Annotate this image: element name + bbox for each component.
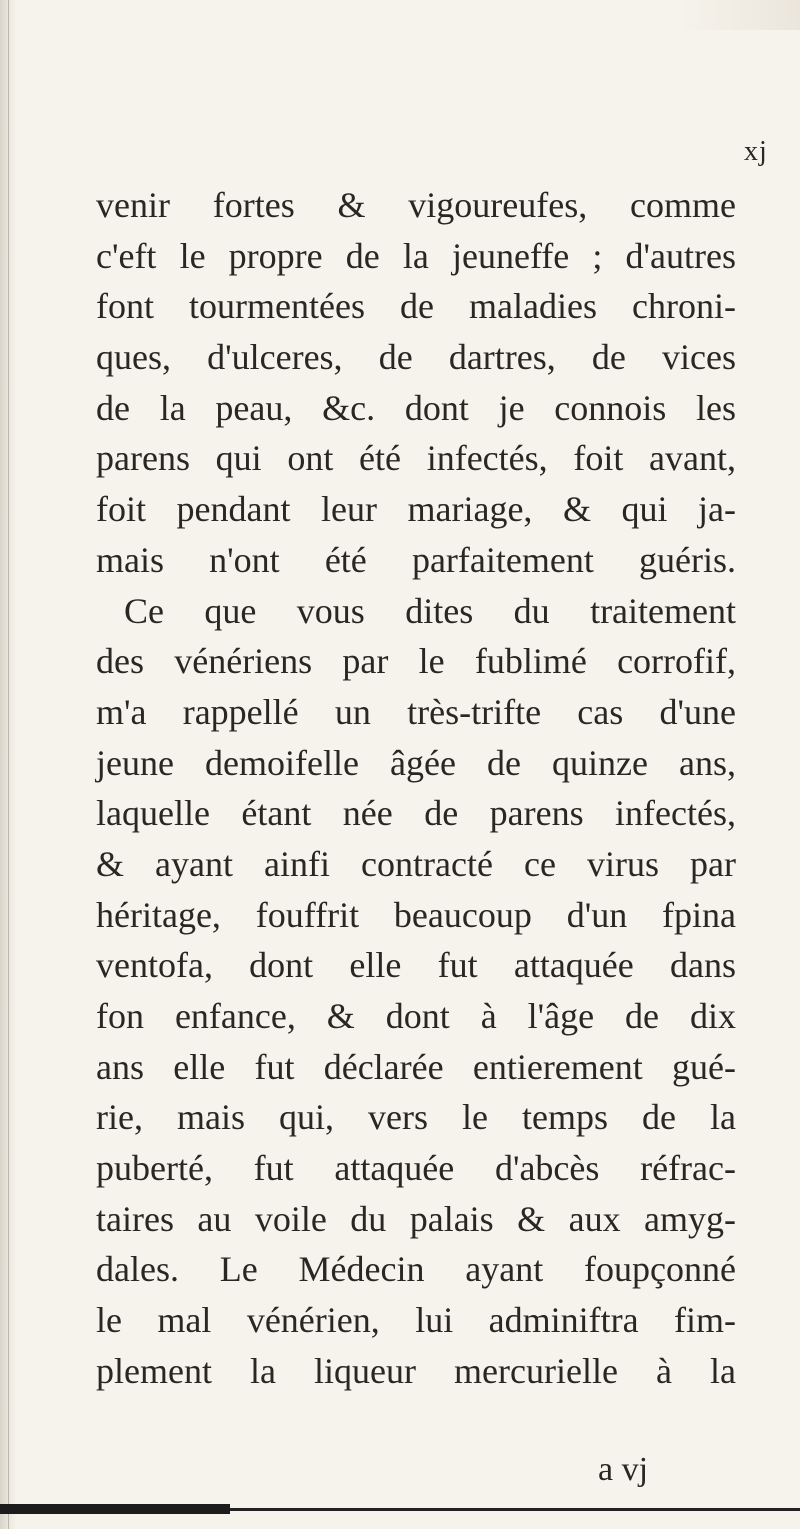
- body-text: [96, 180, 736, 1397]
- text-line: des vénériens par le fublimé corrofif,: [96, 641, 736, 682]
- text-line: rie, mais qui, vers le temps de la: [96, 1097, 736, 1138]
- text-line: fon enfance, & dont à l'âge de dix: [96, 996, 736, 1036]
- text-line: mais n'ont été parfaitement guéris.: [96, 539, 736, 580]
- text-line: le mal vénérien, lui adminiftra fim-: [96, 1300, 736, 1341]
- bottom-border-shadow: [0, 1504, 230, 1514]
- text-line: foit pendant leur mariage, & qui ja-: [96, 489, 736, 530]
- text-line: parens qui ont été infectés, foit avant,: [96, 438, 736, 479]
- text-line: jeune demoifelle âgée de quinze ans,: [96, 742, 736, 783]
- page-corner-shadow: [680, 0, 800, 30]
- text-line: & ayant ainfi contracté ce virus par: [96, 843, 736, 884]
- text-line: venir fortes & vigoureufes, comme: [96, 185, 736, 225]
- paragraph-start-line: Ce que vous dites du traitement: [124, 590, 736, 631]
- text-line: héritage, fouffrit beaucoup d'un fpina: [96, 894, 736, 935]
- text-line: font tourmentées de maladies chroni-: [96, 286, 736, 327]
- text-line: m'a rappellé un très-trifte cas d'une: [96, 691, 736, 732]
- binding-line: [8, 0, 9, 1529]
- text-line: ques, d'ulceres, de dartres, de vices: [96, 337, 736, 378]
- text-line: c'eft le propre de la jeuneffe ; d'autres: [96, 235, 736, 276]
- text-line: ans elle fut déclarée entierement gué-: [96, 1046, 736, 1087]
- text-line: taires au voile du palais & aux amyg-: [96, 1198, 736, 1239]
- text-line: puberté, fut attaquée d'abcès réfrac-: [96, 1148, 736, 1189]
- page-number: xj: [744, 136, 768, 167]
- text-line: de la peau, &c. dont je connois les: [96, 387, 736, 428]
- text-line: ventofa, dont elle fut attaquée dans: [96, 945, 736, 986]
- text-line: laquelle étant née de parens infectés,: [96, 793, 736, 834]
- catchword-signature: a vj: [598, 1451, 649, 1488]
- text-line: dales. Le Médecin ayant foupçonné: [96, 1249, 736, 1290]
- text-line: plement la liqueur mercurielle à la: [96, 1350, 736, 1391]
